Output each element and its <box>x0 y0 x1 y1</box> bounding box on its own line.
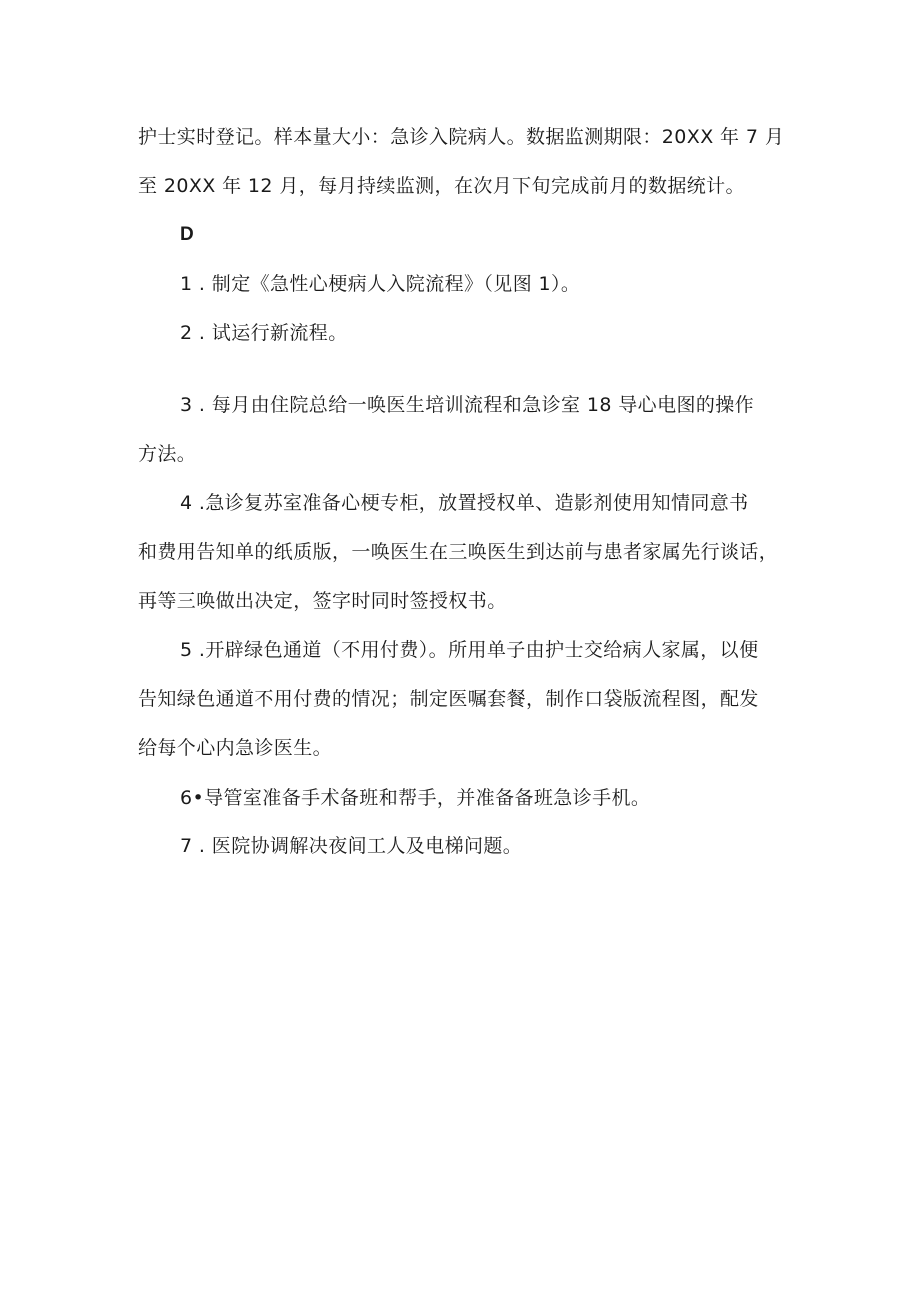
intro-line-1: 护士实时登记。样本量大小：急诊入院病人。数据监测期限：20XX 年 7 月 <box>138 126 785 148</box>
item-7-line-1: 7 . 医院协调解决夜间工人及电梯问题。 <box>180 835 523 857</box>
item-1-line-1: 1 . 制定《急性心梗病人入院流程》（见图 1）。 <box>180 273 581 295</box>
section-heading: D <box>180 224 195 245</box>
intro-line-2: 至 20XX 年 12 月，每月持续监测，在次月下旬完成前月的数据统计。 <box>138 175 745 197</box>
item-2-line-1: 2 . 试运行新流程。 <box>180 322 348 344</box>
item-3-line-1: 3 . 每月由住院总给一唤医生培训流程和急诊室 18 导心电图的操作 <box>180 394 755 416</box>
item-4-line-3: 再等三唤做出决定，签字时同时签授权书。 <box>138 590 507 612</box>
item-4-line-2: 和费用告知单的纸质版，一唤医生在三唤医生到达前与患者家属先行谈话， <box>138 541 779 563</box>
item-5-line-1: 5 .开辟绿色通道（不用付费）。所用单子由护士交给病人家属，以便 <box>180 639 759 661</box>
item-3-line-2: 方法。 <box>138 443 197 465</box>
item-6-line-1: 6•导管室准备手术备班和帮手，并准备备班急诊手机。 <box>180 787 651 809</box>
item-4-line-1: 4 .急诊复苏室准备心梗专柜，放置授权单、造影剂使用知情同意书 <box>180 492 749 514</box>
item-5-line-2: 告知绿色通道不用付费的情况；制定医嘱套餐，制作口袋版流程图，配发 <box>138 688 759 710</box>
item-5-line-3: 给每个心内急诊医生。 <box>138 737 333 759</box>
